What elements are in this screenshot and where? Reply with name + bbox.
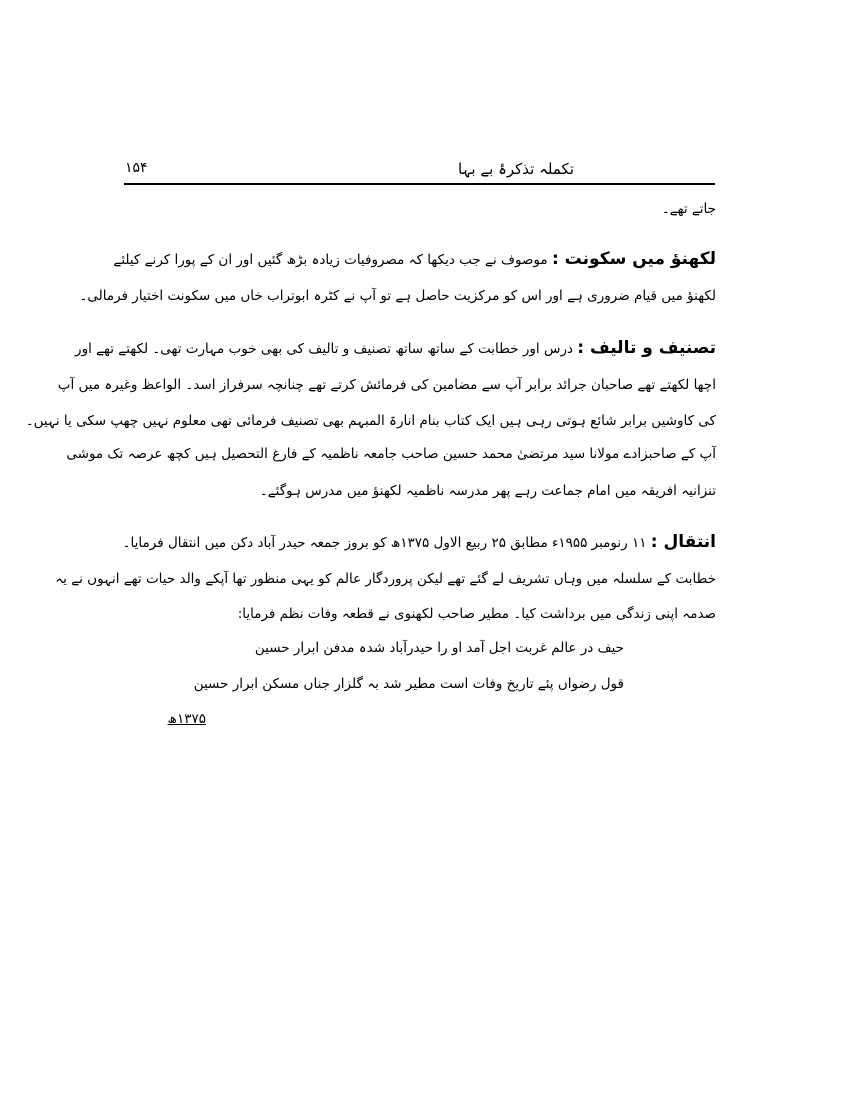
heading-death: انتقال : (650, 532, 716, 552)
paragraph-continuation: جاتے تھے۔ (661, 201, 716, 217)
paragraph-death-line2: خطابت کے سلسلہ میں وہاں تشریف لے گئے تھے لیکن پروردگار عالم کو یہی منظور تھا آپکے والد حیات تھے انہوں نے یہ (55, 571, 716, 587)
header-rule (124, 183, 715, 185)
paragraph-son-line1: آپ کے صاحبزادے مولانا سید مرتضیٰ محمد حسین صاحب جامعہ ناظمیہ کے فارغ التحصیل ہیں کچھ عرصہ تک موشی (66, 446, 716, 462)
running-header-title: تکملہ تذکرۂ بے بہا (458, 160, 574, 178)
paragraph-death-line1 (118, 531, 716, 554)
heading-writing: تصنیف و تالیف : (577, 338, 716, 358)
paragraph-text: موصوف نے جب دیکھا کہ مصروفیات زیادہ بڑھ گئیں اور ان کے پورا کرنے کیلئے (113, 252, 548, 268)
verse-line-1: حیف در عالم غربت اجل آمد او را حیدرآباد شدہ مدفن ابرار حسین (254, 640, 624, 656)
paragraph-residence-line1 (113, 248, 716, 271)
paragraph-death-line3: صدمہ اپنی زندگی میں برداشت کیا۔ مطیر صاحب لکھنوی نے قطعہ وفات نظم فرمایا: (237, 606, 716, 622)
paragraph-residence-line2: لکھنؤ میں قیام ضروری ہے اور اس کو مرکزیت حاصل ہے تو آپ نے کٹرہ ابوتراب خاں میں سکونت اختیار فرمالی۔ (79, 288, 716, 304)
paragraph-writing-line2: اچھا لکھتے تھے صاحبان جرائد برابر آپ سے مضامین کی فرمائش کرتے تھے چنانچہ سرفراز اسد۔ الواعظ وغیرہ میں آپ (57, 377, 716, 393)
paragraph-writing-line3: کی کاوشیں برابر شائع ہوتی رہی ہیں ایک کتاب بنام انارۃ المبہم بھی تصنیف فرمائی تھی معلوم نہیں چھپ سکی یا نہیں۔ (25, 413, 716, 429)
verse-line-2: قول رضواں پئے تاریخ وفات است مطیر شد بہ گلزار جناں مسکن ابرار حسین (193, 676, 624, 692)
verse-year: ۱۳۷۵ھ (167, 711, 206, 727)
paragraph-writing-line1 (75, 337, 716, 360)
paragraph-text: درس اور خطابت کے ساتھ ساتھ تصنیف و تالیف کی بھی خوب مہارت تھی۔ لکھتے تھے اور (75, 341, 573, 357)
heading-residence: لکھنؤ میں سکونت : (551, 249, 716, 269)
page-number: ۱۵۴ (125, 160, 148, 176)
paragraph-son-line2: تنزانیہ افریقہ میں امام جماعت رہے پھر مدرسہ ناظمیہ لکھنؤ میں مدرس ہوگئے۔ (259, 483, 716, 499)
paragraph-text: ۱۱ رنومبر ۱۹۵۵ء مطابق ۲۵ ربیع الاول ۱۳۷۵ھ کو بروز جمعہ حیدر آباد دکن میں انتقال فرمایا۔ (122, 535, 647, 551)
